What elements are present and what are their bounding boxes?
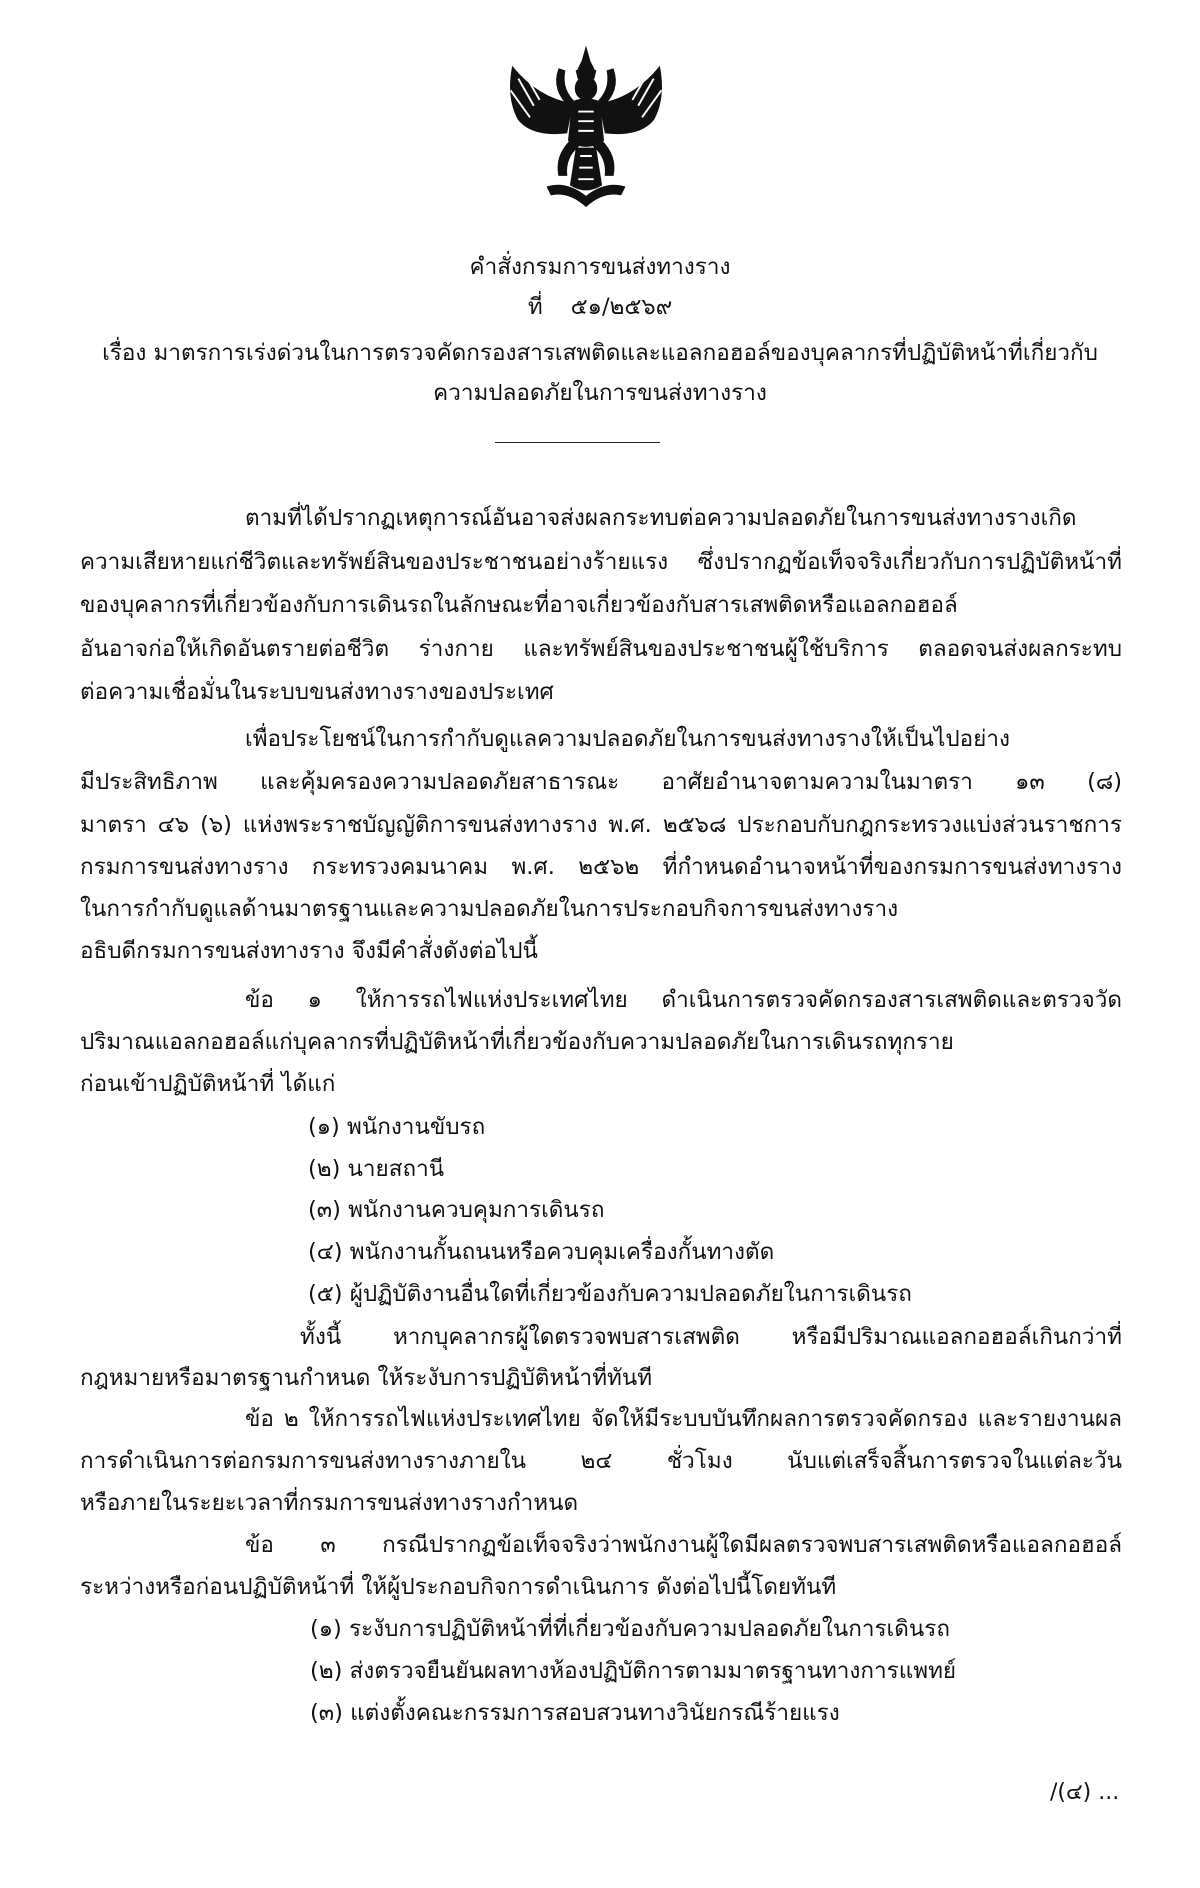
- clause-3-item: (๑) ระงับการปฏิบัติหน้าที่ที่เกี่ยวข้องกับความปลอดภัยในการเดินรถ: [310, 1616, 950, 1642]
- order-title: คำสั่งกรมการขนส่งทางราง: [469, 254, 731, 280]
- paragraph-2-line: ในการกำกับดูแลด้านมาตรฐานและความปลอดภัยในการประกอบกิจการขนส่งทางราง: [80, 896, 899, 922]
- subject-line-2: ความปลอดภัยในการขนส่งทางราง: [433, 380, 767, 406]
- paragraph-1-line: ต่อความเชื่อมั่นในระบบขนส่งทางรางของประเทศ: [80, 679, 554, 705]
- garuda-emblem-icon: [488, 40, 684, 214]
- page-continuation-marker: /(๔) ...: [1050, 1780, 1120, 1805]
- clause-3-item: (๓) แต่งตั้งคณะกรรมการสอบสวนทางวินัยกรณีร้ายแรง: [310, 1700, 840, 1726]
- paragraph-1-line: ของบุคลากรที่เกี่ยวข้องกับการเดินรถในลักษณะที่อาจเกี่ยวข้องกับสารเสพติดหรือแอลกอฮอล์: [80, 592, 958, 618]
- clause-1-line: ข้อ ๑ ให้การรถไฟแห่งประเทศไทย ดำเนินการตรวจคัดกรองสารเสพติดและตรวจวัด: [245, 987, 1122, 1013]
- paragraph-2-line: มาตรา ๔๖ (๖) แห่งพระราชบัญญัติการขนส่งทางราง พ.ศ. ๒๕๖๘ ประกอบกับกฎกระทรวงแบ่งส่วนราชการ: [80, 812, 1122, 838]
- clause-2-line: การดำเนินการต่อกรมการขนส่งทางรางภายใน ๒๔ ชั่วโมง นับแต่เสร็จสิ้นการตรวจในแต่ละวัน: [80, 1448, 1122, 1474]
- paragraph-2-line: กรมการขนส่งทางราง กระทรวงคมนาคม พ.ศ. ๒๕๖๒ ที่กำหนดอำนาจหน้าที่ของกรมการขนส่งทางราง: [80, 854, 1122, 880]
- clause-1-item: (๓) พนักงานควบคุมการเดินรถ: [308, 1197, 605, 1223]
- paragraph-2-line: มีประสิทธิภาพ และคุ้มครองความปลอดภัยสาธารณะ อาศัยอำนาจตามความในมาตรา ๑๓ (๘): [80, 769, 1122, 795]
- clause-3-line: ระหว่างหรือก่อนปฏิบัติหน้าที่ ให้ผู้ประกอบกิจการดำเนินการ ดังต่อไปนี้โดยทันที: [80, 1574, 837, 1600]
- order-number: [0, 292, 1200, 322]
- clause-1-item: (๒) นายสถานี: [308, 1156, 445, 1182]
- clause-1-line: ก่อนเข้าปฏิบัติหน้าที่ ได้แก่: [80, 1071, 336, 1097]
- clause-1-item: (๑) พนักงานขับรถ: [308, 1114, 486, 1140]
- paragraph-1-line: ตามที่ได้ปรากฏเหตุการณ์อันอาจส่งผลกระทบต่อความปลอดภัยในการขนส่งทางรางเกิด: [245, 505, 1077, 531]
- clause-1-note-line: ทั้งนี้ หากบุคลากรผู้ใดตรวจพบสารเสพติด หรือมีปริมาณแอลกอฮอล์เกินกว่าที่: [300, 1324, 1122, 1350]
- clause-2-line: ข้อ ๒ ให้การรถไฟแห่งประเทศไทย จัดให้มีระบบบันทึกผลการตรวจคัดกรอง และรายงานผล: [245, 1406, 1122, 1432]
- clause-1-line: ปริมาณแอลกอฮอล์แก่บุคลากรที่ปฏิบัติหน้าที่เกี่ยวข้องกับความปลอดภัยในการเดินรถทุกราย: [80, 1029, 954, 1055]
- paragraph-2-line: อธิบดีกรมการขนส่งทางราง จึงมีคำสั่งดังต่อไปนี้: [80, 938, 538, 964]
- clause-1-item: (๔) พนักงานกั้นถนนหรือควบคุมเครื่องกั้นทางตัด: [308, 1239, 775, 1265]
- clause-3-item: (๒) ส่งตรวจยืนยันผลทางห้องปฏิบัติการตามมาตรฐานทางการแพทย์: [310, 1658, 957, 1684]
- clause-1-item: (๕) ผู้ปฏิบัติงานอื่นใดที่เกี่ยวข้องกับความปลอดภัยในการเดินรถ: [308, 1281, 912, 1307]
- paragraph-2-line: เพื่อประโยชน์ในการกำกับดูแลความปลอดภัยในการขนส่งทางรางให้เป็นไปอย่าง: [245, 726, 1010, 752]
- clause-3-line: ข้อ ๓ กรณีปรากฏข้อเท็จจริงว่าพนักงานผู้ใดมีผลตรวจพบสารเสพติดหรือแอลกอฮอล์: [245, 1532, 1122, 1558]
- clause-1-note-line: กฎหมายหรือมาตรฐานกำหนด ให้ระงับการปฏิบัติหน้าที่ทันที: [80, 1365, 653, 1391]
- paragraph-1-line: ความเสียหายแก่ชีวิตและทรัพย์สินของประชาชนอย่างร้ายแรง ซึ่งปรากฏข้อเท็จจริงเกี่ยวกับการปฏิบัติหน้าที่: [80, 549, 1122, 575]
- paragraph-1-line: อันอาจก่อให้เกิดอันตรายต่อชีวิต ร่างกาย และทรัพย์สินของประชาชนผู้ใช้บริการ ตลอดจนส่งผลกระทบ: [80, 636, 1122, 662]
- order-number-value: ๕๑/๒๕๖๙: [570, 294, 673, 320]
- order-number-label: ที่: [527, 294, 543, 320]
- subject-line-1: เรื่อง มาตรการเร่งด่วนในการตรวจคัดกรองสารเสพติดและแอลกอฮอล์ของบุคลากรที่ปฏิบัติหน้าที่เกี่ยวกับ: [102, 340, 1098, 366]
- header-divider: [495, 442, 660, 443]
- clause-2-line: หรือภายในระยะเวลาที่กรมการขนส่งทางรางกำหนด: [80, 1490, 579, 1516]
